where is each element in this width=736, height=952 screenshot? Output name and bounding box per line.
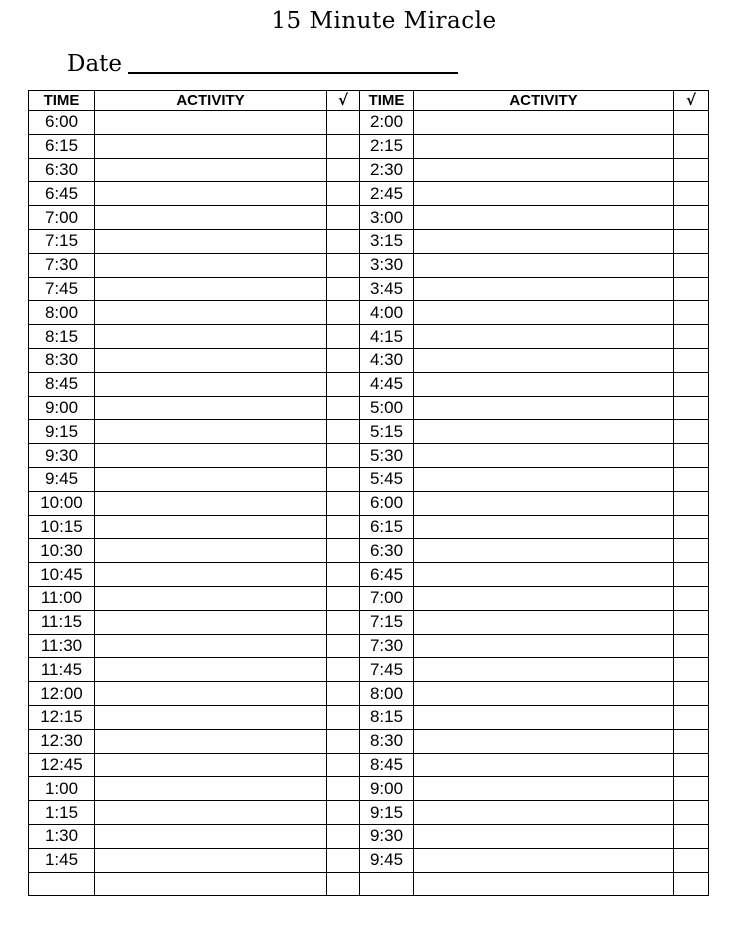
check-cell-left[interactable] (327, 206, 360, 230)
time-cell-right: 8:45 (360, 753, 414, 777)
activity-cell-left[interactable] (95, 705, 327, 729)
table-row (29, 372, 709, 396)
time-cell-right: 4:00 (360, 301, 414, 325)
time-cell-right: 6:30 (360, 539, 414, 563)
activity-cell-left[interactable] (95, 229, 327, 253)
check-cell-right[interactable] (674, 539, 709, 563)
time-cell-left: 7:00 (29, 206, 95, 230)
activity-cell-right[interactable] (414, 301, 674, 325)
time-cell-right: 2:45 (360, 182, 414, 206)
check-cell-left[interactable] (327, 444, 360, 468)
time-cell-right: 8:00 (360, 682, 414, 706)
check-cell-right[interactable] (674, 467, 709, 491)
check-cell-right[interactable] (674, 729, 709, 753)
activity-cell-right[interactable] (414, 515, 674, 539)
check-cell-left[interactable] (327, 563, 360, 587)
activity-cell-right[interactable] (414, 277, 674, 301)
time-cell-right: 2:00 (360, 111, 414, 135)
check-cell-right[interactable] (674, 182, 709, 206)
activity-cell-right[interactable] (414, 325, 674, 349)
check-cell-left[interactable] (327, 777, 360, 801)
activity-cell-left[interactable] (95, 801, 327, 825)
check-cell-right[interactable] (674, 563, 709, 587)
time-cell-left: 1:00 (29, 777, 95, 801)
check-cell-left[interactable] (327, 277, 360, 301)
activity-header-right: ACTIVITY (414, 91, 674, 111)
time-cell-left: 11:15 (29, 610, 95, 634)
activity-cell-right[interactable] (414, 396, 674, 420)
time-cell-right: 5:45 (360, 467, 414, 491)
time-cell-right: 3:15 (360, 229, 414, 253)
check-cell-left[interactable] (327, 158, 360, 182)
time-cell-left: 7:15 (29, 229, 95, 253)
table-row (29, 420, 709, 444)
time-cell-right: 9:30 (360, 824, 414, 848)
time-cell-left: 12:45 (29, 753, 95, 777)
activity-cell-left[interactable] (95, 325, 327, 349)
table-row (29, 253, 709, 277)
activity-cell-right[interactable] (414, 182, 674, 206)
time-cell-left: 6:15 (29, 134, 95, 158)
table-row (29, 396, 709, 420)
check-cell-right[interactable] (674, 420, 709, 444)
activity-header-left: ACTIVITY (95, 91, 327, 111)
time-cell-left: 10:45 (29, 563, 95, 587)
check-cell-left[interactable] (327, 301, 360, 325)
activity-cell-right[interactable] (414, 563, 674, 587)
time-cell-right: 4:30 (360, 348, 414, 372)
time-cell-left: 8:30 (29, 348, 95, 372)
time-cell-left: 11:00 (29, 586, 95, 610)
activity-cell-right[interactable] (414, 777, 674, 801)
activity-cell-left[interactable] (95, 396, 327, 420)
check-cell-right[interactable] (674, 515, 709, 539)
time-cell-right: 7:00 (360, 586, 414, 610)
blank-row (29, 872, 709, 895)
check-cell-left[interactable] (327, 134, 360, 158)
time-cell-left: 12:30 (29, 729, 95, 753)
check-cell-left[interactable] (327, 253, 360, 277)
table-row (29, 753, 709, 777)
time-cell-left: 12:15 (29, 705, 95, 729)
time-cell-left: 7:30 (29, 253, 95, 277)
table-row (29, 301, 709, 325)
activity-cell-right[interactable] (414, 586, 674, 610)
check-cell-right[interactable] (674, 372, 709, 396)
activity-cell-left[interactable] (95, 586, 327, 610)
activity-cell-left[interactable] (95, 729, 327, 753)
check-cell-left[interactable] (327, 325, 360, 349)
activity-cell-left[interactable] (95, 872, 327, 895)
time-cell-right: 8:15 (360, 705, 414, 729)
check-cell-left[interactable] (327, 372, 360, 396)
time-cell-right: 7:45 (360, 658, 414, 682)
table-row (29, 325, 709, 349)
table-row (29, 801, 709, 825)
activity-cell-left[interactable] (95, 848, 327, 872)
activity-cell-left[interactable] (95, 777, 327, 801)
activity-cell-right[interactable] (414, 753, 674, 777)
activity-cell-left[interactable] (95, 158, 327, 182)
activity-cell-left[interactable] (95, 539, 327, 563)
check-cell-right[interactable] (674, 491, 709, 515)
activity-cell-left[interactable] (95, 610, 327, 634)
time-header-right: TIME (360, 91, 414, 111)
check-cell-right[interactable] (674, 777, 709, 801)
table-row (29, 277, 709, 301)
activity-cell-right[interactable] (414, 729, 674, 753)
header-row (29, 91, 709, 111)
check-cell-left[interactable] (327, 586, 360, 610)
activity-cell-right[interactable] (414, 658, 674, 682)
activity-cell-left[interactable] (95, 277, 327, 301)
check-cell-left[interactable] (327, 610, 360, 634)
activity-cell-right[interactable] (414, 206, 674, 230)
check-cell-left[interactable] (327, 539, 360, 563)
time-cell-right: 9:00 (360, 777, 414, 801)
check-cell-right[interactable] (674, 872, 709, 895)
activity-cell-right[interactable] (414, 111, 674, 135)
check-cell-right[interactable] (674, 277, 709, 301)
check-cell-right[interactable] (674, 682, 709, 706)
table-row (29, 467, 709, 491)
check-cell-left[interactable] (327, 182, 360, 206)
activity-cell-left[interactable] (95, 372, 327, 396)
date-row (67, 44, 458, 78)
check-cell-right[interactable] (674, 134, 709, 158)
check-cell-right[interactable] (674, 586, 709, 610)
time-cell-right: 6:45 (360, 563, 414, 587)
schedule-table (28, 90, 709, 896)
time-cell-right: 5:15 (360, 420, 414, 444)
activity-cell-left[interactable] (95, 301, 327, 325)
time-cell-left: 1:15 (29, 801, 95, 825)
time-cell-right: 8:30 (360, 729, 414, 753)
time-cell-right: 7:30 (360, 634, 414, 658)
table-row (29, 610, 709, 634)
activity-cell-left[interactable] (95, 444, 327, 468)
time-cell-right: 7:15 (360, 610, 414, 634)
time-cell-right: 9:45 (360, 848, 414, 872)
check-cell-left[interactable] (327, 420, 360, 444)
table-row (29, 658, 709, 682)
activity-cell-right[interactable] (414, 539, 674, 563)
check-cell-left[interactable] (327, 705, 360, 729)
time-cell-left: 10:30 (29, 539, 95, 563)
table-row (29, 182, 709, 206)
activity-cell-right[interactable] (414, 824, 674, 848)
table-row (29, 348, 709, 372)
time-cell-right: 5:00 (360, 396, 414, 420)
activity-cell-right[interactable] (414, 705, 674, 729)
activity-cell-left[interactable] (95, 563, 327, 587)
check-cell-left[interactable] (327, 515, 360, 539)
activity-cell-right[interactable] (414, 872, 674, 895)
check-cell-right[interactable] (674, 206, 709, 230)
check-cell-left[interactable] (327, 491, 360, 515)
table-row (29, 848, 709, 872)
table-row (29, 777, 709, 801)
activity-cell-left[interactable] (95, 491, 327, 515)
table-row (29, 444, 709, 468)
table-row (29, 491, 709, 515)
table-row (29, 111, 709, 135)
check-cell-right[interactable] (674, 801, 709, 825)
activity-cell-right[interactable] (414, 158, 674, 182)
activity-cell-right[interactable] (414, 682, 674, 706)
time-cell-right: 4:45 (360, 372, 414, 396)
time-cell-left: 7:45 (29, 277, 95, 301)
time-cell-left: 8:00 (29, 301, 95, 325)
activity-cell-left[interactable] (95, 253, 327, 277)
activity-cell-right[interactable] (414, 467, 674, 491)
table-row (29, 515, 709, 539)
check-cell-right[interactable] (674, 848, 709, 872)
check-cell-left[interactable] (327, 634, 360, 658)
activity-cell-left[interactable] (95, 206, 327, 230)
schedule-rows (29, 111, 709, 896)
time-cell-right: 3:30 (360, 253, 414, 277)
table-row (29, 158, 709, 182)
activity-cell-right[interactable] (414, 420, 674, 444)
check-cell-right[interactable] (674, 824, 709, 848)
time-cell-right: 3:00 (360, 206, 414, 230)
activity-cell-right[interactable] (414, 634, 674, 658)
activity-cell-right[interactable] (414, 848, 674, 872)
table-row (29, 539, 709, 563)
activity-cell-right[interactable] (414, 372, 674, 396)
table-row (29, 705, 709, 729)
table-row (29, 729, 709, 753)
check-cell-left[interactable] (327, 111, 360, 135)
table-row (29, 563, 709, 587)
time-cell-left: 10:00 (29, 491, 95, 515)
check-cell-left[interactable] (327, 824, 360, 848)
time-cell-left: 1:30 (29, 824, 95, 848)
check-cell-right[interactable] (674, 348, 709, 372)
time-cell-left: 9:45 (29, 467, 95, 491)
check-cell-right[interactable] (674, 396, 709, 420)
activity-cell-right[interactable] (414, 491, 674, 515)
activity-cell-left[interactable] (95, 753, 327, 777)
check-cell-left[interactable] (327, 467, 360, 491)
time-cell-left: 6:00 (29, 111, 95, 135)
activity-cell-left[interactable] (95, 682, 327, 706)
activity-cell-right[interactable] (414, 253, 674, 277)
table-row (29, 206, 709, 230)
time-cell-left: 6:45 (29, 182, 95, 206)
check-cell-right[interactable] (674, 705, 709, 729)
date-field-line[interactable] (128, 72, 458, 74)
activity-cell-right[interactable] (414, 134, 674, 158)
activity-cell-left[interactable] (95, 634, 327, 658)
activity-cell-right[interactable] (414, 801, 674, 825)
activity-cell-right[interactable] (414, 229, 674, 253)
activity-cell-left[interactable] (95, 182, 327, 206)
check-header-right: √ (674, 91, 709, 111)
check-cell-right[interactable] (674, 111, 709, 135)
check-cell-right[interactable] (674, 444, 709, 468)
time-cell-right: 6:15 (360, 515, 414, 539)
check-cell-left[interactable] (327, 848, 360, 872)
table-row (29, 824, 709, 848)
time-cell-right: 2:15 (360, 134, 414, 158)
time-cell-left: 11:30 (29, 634, 95, 658)
check-cell-left[interactable] (327, 872, 360, 895)
check-cell-left[interactable] (327, 753, 360, 777)
time-cell-left: 9:30 (29, 444, 95, 468)
check-cell-right[interactable] (674, 753, 709, 777)
time-cell-right: 9:15 (360, 801, 414, 825)
activity-cell-left[interactable] (95, 134, 327, 158)
check-cell-right[interactable] (674, 325, 709, 349)
time-cell-left: 9:15 (29, 420, 95, 444)
check-cell-left[interactable] (327, 729, 360, 753)
time-cell-right: 6:00 (360, 491, 414, 515)
activity-cell-left[interactable] (95, 348, 327, 372)
check-header-left: √ (327, 91, 360, 111)
time-header-left: TIME (29, 91, 95, 111)
time-cell-left: 9:00 (29, 396, 95, 420)
time-cell-left: 12:00 (29, 682, 95, 706)
time-cell-right: 5:30 (360, 444, 414, 468)
check-cell-left[interactable] (327, 396, 360, 420)
time-cell-left[interactable] (29, 872, 95, 895)
check-cell-right[interactable] (674, 658, 709, 682)
table-row (29, 682, 709, 706)
activity-cell-left[interactable] (95, 515, 327, 539)
activity-cell-right[interactable] (414, 348, 674, 372)
check-cell-left[interactable] (327, 658, 360, 682)
page-title: 15 Minute Miracle (271, 8, 497, 34)
check-cell-left[interactable] (327, 682, 360, 706)
table-row (29, 634, 709, 658)
check-cell-right[interactable] (674, 610, 709, 634)
time-cell-right: 3:45 (360, 277, 414, 301)
time-cell-right: 2:30 (360, 158, 414, 182)
activity-cell-right[interactable] (414, 444, 674, 468)
activity-cell-left[interactable] (95, 420, 327, 444)
check-cell-left[interactable] (327, 801, 360, 825)
check-cell-right[interactable] (674, 634, 709, 658)
date-label: Date (67, 51, 123, 77)
activity-cell-left[interactable] (95, 658, 327, 682)
check-cell-right[interactable] (674, 158, 709, 182)
table-row (29, 586, 709, 610)
time-cell-right[interactable] (360, 872, 414, 895)
time-cell-left: 6:30 (29, 158, 95, 182)
check-cell-left[interactable] (327, 229, 360, 253)
check-cell-right[interactable] (674, 229, 709, 253)
time-cell-left: 1:45 (29, 848, 95, 872)
activity-cell-right[interactable] (414, 610, 674, 634)
check-cell-left[interactable] (327, 348, 360, 372)
time-cell-left: 10:15 (29, 515, 95, 539)
check-cell-right[interactable] (674, 253, 709, 277)
table-row (29, 229, 709, 253)
activity-cell-left[interactable] (95, 467, 327, 491)
activity-cell-left[interactable] (95, 824, 327, 848)
activity-cell-left[interactable] (95, 111, 327, 135)
time-cell-left: 11:45 (29, 658, 95, 682)
check-cell-right[interactable] (674, 301, 709, 325)
time-cell-left: 8:15 (29, 325, 95, 349)
time-cell-left: 8:45 (29, 372, 95, 396)
time-cell-right: 4:15 (360, 325, 414, 349)
table-row (29, 134, 709, 158)
